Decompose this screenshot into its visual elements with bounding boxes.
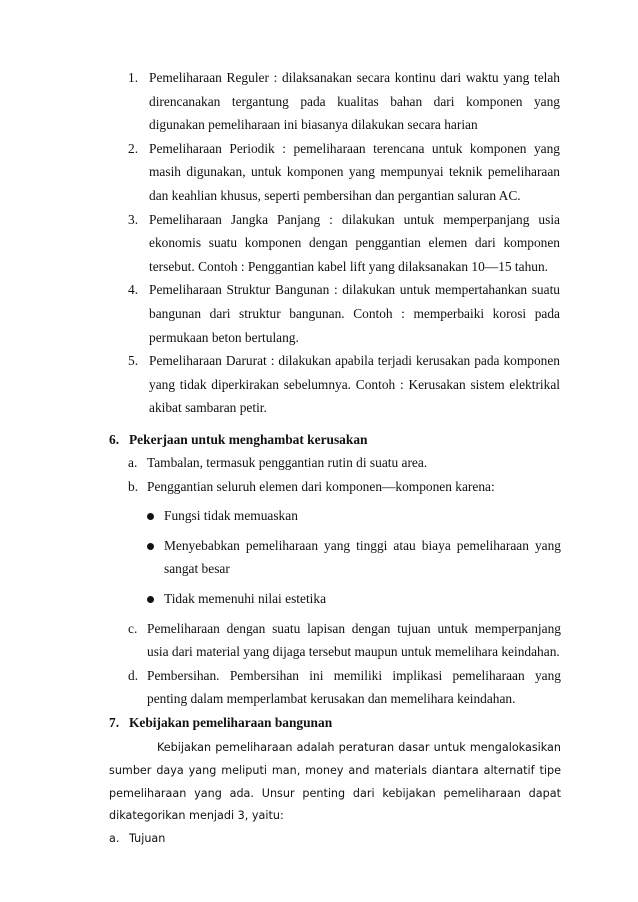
section-number: 7. bbox=[109, 715, 120, 730]
list-item-text: Penggantian seluruh elemen dari komponen—komponen karena: bbox=[147, 478, 495, 494]
list-item-letter: b. bbox=[128, 478, 139, 494]
section-6-heading bbox=[109, 428, 561, 451]
bullet-item bbox=[147, 504, 561, 528]
list-item bbox=[128, 208, 560, 279]
list-item-text: Pemeliharaan dengan suatu lapisan dengan tujuan untuk memperpanjang usia dari material yang dijaga tersebut maupun untuk memelihara keindahan. bbox=[147, 620, 561, 660]
bullet-text: Fungsi tidak memuaskan bbox=[164, 508, 298, 524]
section-7-heading bbox=[109, 711, 561, 734]
list-item-number: 5. bbox=[128, 353, 139, 369]
maintenance-types-list bbox=[128, 66, 560, 420]
list-item bbox=[109, 617, 561, 664]
section-6 bbox=[109, 428, 561, 711]
section-title: Pekerjaan untuk menghambat kerusakan bbox=[129, 432, 368, 447]
bullet-text: Tidak memenuhi nilai estetika bbox=[164, 590, 327, 606]
list-item-number: 2. bbox=[128, 140, 139, 156]
list-item-text: Pemeliharaan Struktur Bangunan : dilakukan untuk mempertahankan suatu bangunan dari struktur bangunan. Contoh : memperbaiki korosi pada permukaan beton bertulang. bbox=[149, 282, 560, 345]
bullet-item bbox=[147, 534, 561, 581]
list-item-text: Tambalan, termasuk penggantian rutin di suatu area. bbox=[147, 455, 428, 470]
list-item bbox=[128, 278, 560, 349]
list-item bbox=[109, 475, 561, 499]
bullet-dot-icon bbox=[147, 596, 154, 603]
list-item-letter: a. bbox=[109, 832, 120, 846]
section-title: Kebijakan pemeliharaan bangunan bbox=[129, 715, 333, 730]
list-item bbox=[128, 349, 560, 420]
bullet-dot-icon bbox=[147, 513, 154, 520]
list-item-number: 3. bbox=[128, 211, 139, 227]
list-item-letter: c. bbox=[128, 620, 138, 636]
list-item-text: Pemeliharaan Reguler : dilaksanakan secara kontinu dari waktu yang telah direncanakan tergantung pada kualitas bahan dari komponen yang digunakan pemeliharaan ini biasanya dilakukan secara harian bbox=[149, 70, 560, 133]
section-7 bbox=[109, 711, 561, 851]
list-item-text: Pemeliharaan Jangka Panjang : dilakukan untuk memperpanjang usia ekonomis suatu komponen dengan penggantian elemen dari komponen tersebut. Contoh : Penggantian kabel lift yang dilaksanakan 10—15 tahun. bbox=[149, 211, 560, 274]
list-item-letter: a. bbox=[128, 455, 138, 470]
list-item-text: Pemeliharaan Darurat : dilakukan apabila terjadi kerusakan pada komponen yang tidak diperkirakan sebelumnya. Contoh : Kerusakan sistem elektrikal akibat sambaran petir. bbox=[149, 353, 560, 416]
list-item bbox=[109, 828, 561, 851]
list-item-text: Pemeliharaan Periodik : pemeliharaan terencana untuk komponen yang masih digunakan, untuk komponen yang mempunyai teknik pemeliharaan dan keahlian khusus, seperti pembersihan dan pergantian saluran AC. bbox=[149, 140, 560, 203]
list-item-number: 1. bbox=[128, 70, 139, 85]
list-item bbox=[109, 451, 561, 475]
bullet-list bbox=[109, 504, 561, 610]
list-item-letter: d. bbox=[128, 667, 139, 683]
list-item bbox=[128, 137, 560, 208]
list-item bbox=[109, 664, 561, 711]
section-7-paragraph: Kebijakan pemeliharaan adalah peraturan dasar untuk mengalokasikan sumber daya yang meliputi man, money and materials diantara alternatif tipe pemeliharaan yang ada. Unsur penting dari kebijakan pemeliharaan dapat dikategorikan menjadi 3, yaitu: bbox=[109, 741, 561, 823]
section-number: 6. bbox=[109, 432, 120, 447]
bullet-item bbox=[147, 587, 561, 611]
bullet-text: Menyebabkan pemeliharaan yang tinggi atau biaya pemeliharaan yang sangat besar bbox=[164, 537, 561, 577]
list-item-number: 4. bbox=[128, 282, 139, 298]
list-item-text: Pembersihan. Pembersihan ini memiliki implikasi pemeliharaan yang penting dalam memperlambat kerusakan dan memelihara keindahan. bbox=[147, 667, 561, 707]
list-item-text: Tujuan bbox=[129, 832, 166, 846]
bullet-dot-icon bbox=[147, 543, 154, 550]
list-item bbox=[128, 66, 560, 137]
